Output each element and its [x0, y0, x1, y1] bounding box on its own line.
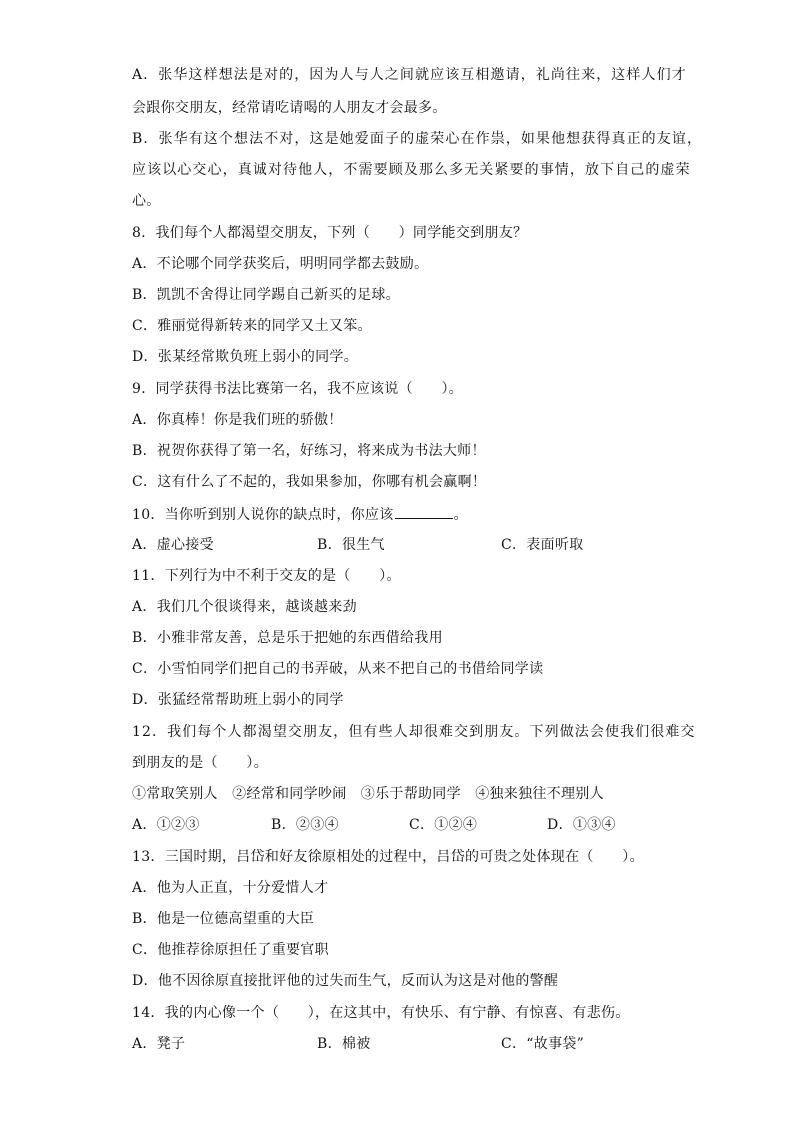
q7-option-a-line2: 会跟你交朋友，经常请吃请喝的人朋友才会最多。	[132, 100, 447, 116]
q9-option-c: C．这有什么了不起的，我如果参加，你哪有机会赢啊！	[132, 474, 487, 490]
q10-option-a: A．虚心接受	[132, 537, 214, 553]
q8-option-d: D．张某经常欺负班上弱小的同学。	[132, 349, 359, 365]
q13-option-a: A．他为人正直，十分爱惜人才	[132, 880, 329, 896]
q11-option-b: B．小雅非常友善，总是乐于把她的东西借给我用	[132, 630, 443, 646]
q12-option-b: B．②③④	[271, 817, 339, 833]
q12-stem-line2: 到朋友的是（ ）。	[132, 755, 268, 771]
q13-option-b: B．他是一位德高望重的大臣	[132, 911, 315, 927]
q14-option-a: A．凳子	[132, 1036, 186, 1052]
q7-option-b-line3: 心。	[132, 193, 161, 209]
q12-items: ①常取笑别人 ②经常和同学吵闹 ③乐于帮助同学 ④独来独往不理别人	[132, 786, 604, 802]
q10-options-row	[132, 536, 732, 554]
q10-option-b: B．很生气	[317, 537, 385, 553]
q8-stem: 8．我们每个人都渴望交朋友，下列（ ）同学能交到朋友？	[132, 225, 528, 241]
q8-option-c: C．雅丽觉得新转来的同学又土又笨。	[132, 318, 372, 334]
q8-option-a: A．不论哪个同学获奖后，明明同学都去鼓励。	[132, 256, 429, 272]
q12-option-a: A．①②③	[132, 817, 200, 833]
q7-option-a-line1: A．张华这样想法是对的，因为人与人之间就应该互相邀请，礼尚往来，这样人们才	[132, 67, 687, 83]
q11-option-c: C．小雪怕同学们把自己的书弄破，从来不把自己的书借给同学读	[132, 661, 544, 677]
q11-stem: 11．下列行为中不利于交友的是（ ）。	[132, 568, 401, 584]
q14-option-c: C．“故事袋”	[501, 1036, 585, 1052]
q14-options-row	[132, 1035, 732, 1053]
q9-option-b: B．祝贺你获得了第一名，好练习，将来成为书法大师！	[132, 443, 486, 459]
q12-option-c: C．①②④	[409, 817, 478, 833]
answer-blank	[395, 505, 453, 519]
q11-option-a: A．我们几个很谈得来，越谈越来劲	[132, 599, 357, 615]
q12-stem-line1: 12．我们每个人都渴望交朋友，但有些人却很难交到朋友。下列做法会使我们很难交	[132, 724, 696, 740]
q12-options-row	[132, 816, 732, 834]
q10-option-c: C．表面听取	[501, 537, 584, 553]
q8-option-b: B．凯凯不舍得让同学踢自己新买的足球。	[132, 287, 400, 303]
q13-option-d: D．他不因徐原直接批评他的过失而生气，反而认为这是对他的警醒	[132, 973, 559, 989]
q14-stem: 14．我的内心像一个（ ），在这其中，有快乐、有宁静、有惊喜、有悲伤。	[132, 1005, 630, 1021]
q13-option-c: C．他推荐徐原担任了重要官职	[132, 942, 329, 958]
q11-option-d: D．张猛经常帮助班上弱小的同学	[132, 692, 344, 708]
q12-option-d: D．①③④	[547, 817, 616, 833]
q13-stem: 13．三国时期，吕岱和好友徐原相处的过程中，吕岱的可贵之处体现在（ ）。	[132, 849, 644, 865]
q10-stem-end: 。	[453, 507, 468, 523]
q10-stem-text: 10．当你听到别人说你的缺点时，你应该	[132, 507, 394, 523]
q7-option-b-line2: 应该以心交心，真诚对待他人，不需要顾及那么多无关紧要的事情，放下自己的虚荣	[132, 162, 691, 178]
q9-stem: 9．同学获得书法比赛第一名，我不应该说（ ）。	[132, 381, 464, 397]
q7-option-b-line1: B．张华有这个想法不对，这是她爱面子的虚荣心在作祟，如果他想获得真正的友谊，	[132, 131, 703, 147]
q10-stem	[132, 505, 468, 524]
q14-option-b: B．棉被	[317, 1036, 371, 1052]
q9-option-a: A．你真棒！你是我们班的骄傲！	[132, 412, 343, 428]
